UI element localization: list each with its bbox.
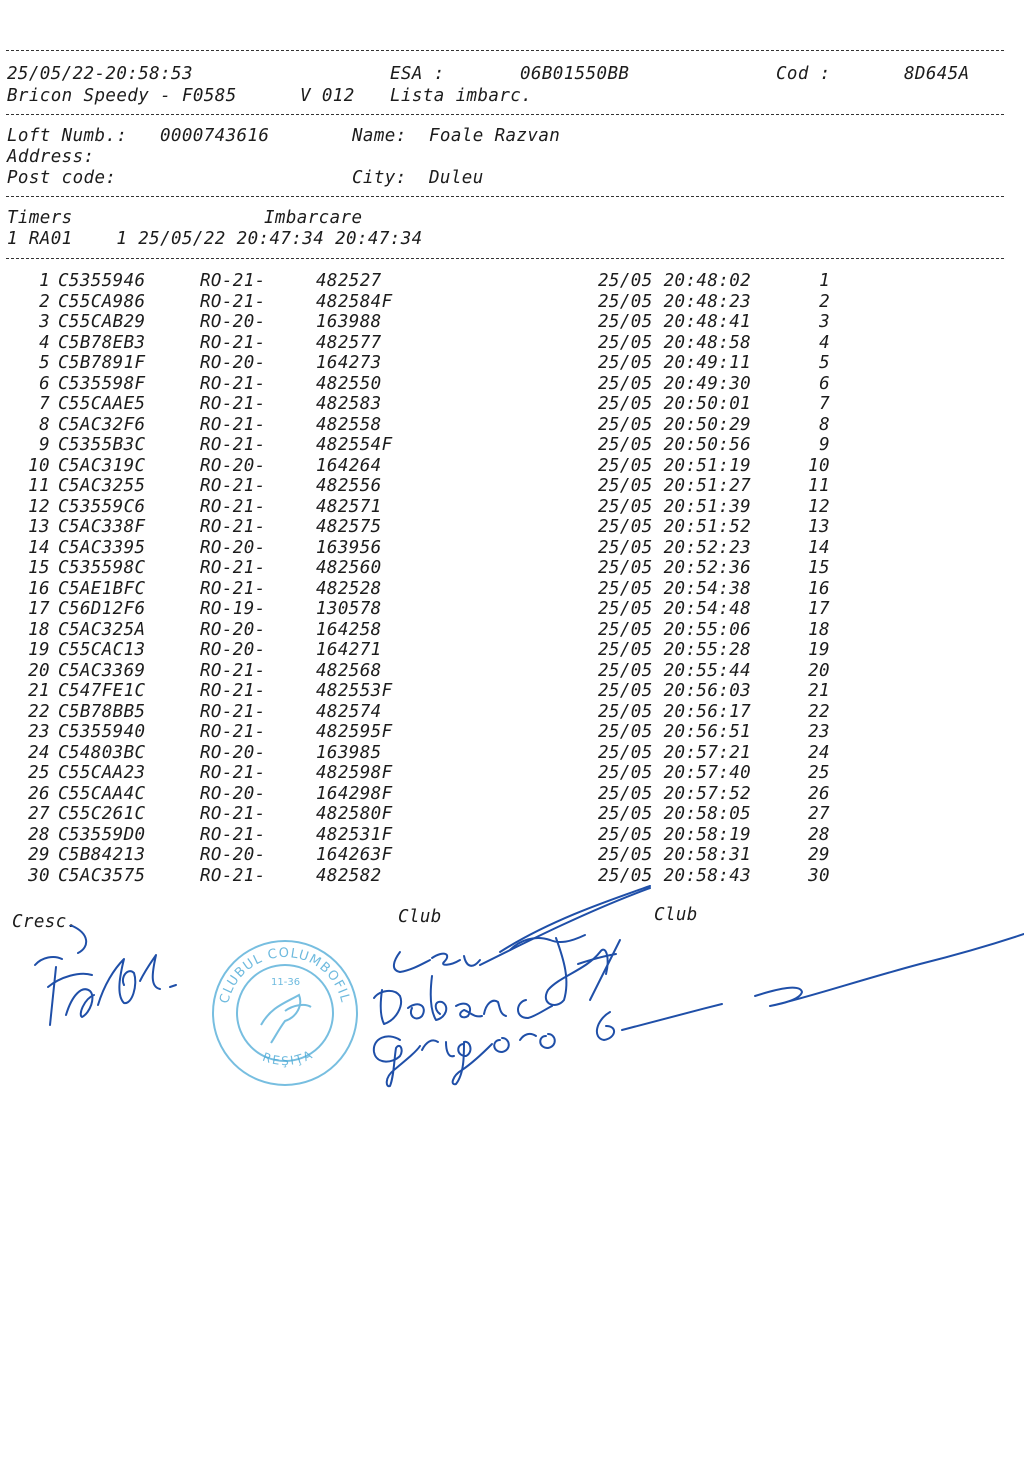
row-number: 2: [39, 291, 50, 312]
ring-prefix: RO-21-: [200, 476, 266, 496]
arrival-time: 25/05 20:50:29: [598, 414, 752, 435]
arrival-index: 19: [808, 640, 830, 660]
city-label: City:: [352, 168, 407, 188]
table-row: [0, 804, 1024, 824]
arrival-index: 3: [819, 312, 830, 332]
ring-prefix: RO-20-: [200, 312, 266, 332]
arrival-time: 25/05 20:51:19: [598, 455, 752, 476]
table-row: [0, 845, 1024, 865]
ring-prefix: RO-21-: [200, 332, 266, 353]
ring-prefix: RO-20-: [200, 353, 266, 373]
arrival-index: 9: [819, 435, 830, 455]
ring-number: 482584F: [316, 291, 393, 312]
fancier-divider: [6, 196, 1004, 197]
table-row: [0, 784, 1024, 804]
club-label-1: Club: [398, 907, 442, 927]
stamp-code: 11-36: [271, 977, 301, 988]
arrival-index: 6: [819, 373, 830, 394]
ring-number: 482553F: [316, 681, 393, 701]
arrival-index: 24: [808, 742, 830, 763]
arrival-index: 18: [808, 619, 830, 640]
ring-prefix: RO-21-: [200, 394, 266, 414]
arrival-index: 4: [819, 332, 830, 353]
cod-label: Cod :: [776, 64, 831, 84]
chip-id: C55CAA23: [58, 763, 146, 783]
club-label-2: Club: [654, 905, 698, 925]
arrival-time: 25/05 20:57:40: [598, 763, 752, 783]
ring-number: 482560: [316, 558, 382, 578]
svg-text:REŞIŢA: [261, 1047, 316, 1068]
ring-prefix: RO-21-: [200, 660, 266, 681]
list-title: Lista imbarc.: [390, 86, 533, 106]
ring-number: 482554F: [316, 435, 393, 455]
timers-divider: [6, 258, 1004, 259]
ring-prefix: RO-21-: [200, 681, 266, 701]
loft-label: Loft Numb.:: [7, 126, 128, 146]
arrival-index: 1: [819, 271, 830, 291]
ring-prefix: RO-21-: [200, 763, 266, 783]
esa-label: ESA :: [390, 64, 445, 84]
row-number: 22: [28, 701, 50, 722]
row-number: 18: [28, 619, 50, 640]
ring-prefix: RO-21-: [200, 865, 266, 886]
row-number: 3: [39, 312, 50, 332]
cod-value: 8D645A: [904, 64, 970, 84]
arrival-time: 25/05 20:57:21: [598, 742, 752, 763]
row-number: 11: [28, 476, 50, 496]
row-number: 17: [28, 599, 50, 619]
arrival-time: 25/05 20:52:36: [598, 558, 752, 578]
arrival-time: 25/05 20:51:27: [598, 476, 752, 496]
ring-prefix: RO-20-: [200, 783, 266, 804]
chip-id: C547FE1C: [58, 681, 146, 701]
table-row: [0, 497, 1024, 517]
arrival-time: 25/05 20:52:23: [598, 537, 752, 558]
arrival-index: 11: [808, 476, 830, 496]
arrival-index: 5: [819, 353, 830, 373]
ring-number: 164263F: [316, 845, 393, 865]
ring-prefix: RO-21-: [200, 435, 266, 455]
table-row: [0, 640, 1024, 660]
ring-number: 482531F: [316, 824, 393, 845]
arrival-index: 27: [808, 804, 830, 824]
table-row: [0, 599, 1024, 619]
arrival-index: 26: [808, 783, 830, 804]
chip-id: C55C261C: [58, 804, 146, 824]
ring-prefix: RO-20-: [200, 455, 266, 476]
ring-number: 164273: [316, 353, 382, 373]
chip-id: C54803BC: [58, 742, 146, 763]
arrival-time: 25/05 20:58:19: [598, 824, 752, 845]
table-row: [0, 292, 1024, 312]
arrival-time: 25/05 20:55:06: [598, 619, 752, 640]
table-row: [0, 394, 1024, 414]
arrival-time: 25/05 20:55:44: [598, 660, 752, 681]
ring-prefix: RO-21-: [200, 373, 266, 394]
imbarcare-label: Imbarcare: [264, 208, 363, 228]
ring-prefix: RO-21-: [200, 722, 266, 742]
table-row: [0, 538, 1024, 558]
table-row: [0, 415, 1024, 435]
chip-id: C53559C6: [58, 496, 146, 517]
arrival-time: 25/05 20:51:52: [598, 517, 752, 537]
table-row: [0, 456, 1024, 476]
row-number: 4: [39, 332, 50, 353]
ring-prefix: RO-21-: [200, 558, 266, 578]
arrival-index: 30: [808, 865, 830, 886]
ring-prefix: RO-20-: [200, 537, 266, 558]
arrival-index: 15: [808, 558, 830, 578]
row-number: 15: [28, 558, 50, 578]
arrival-time: 25/05 20:58:05: [598, 804, 752, 824]
ring-prefix: RO-19-: [200, 599, 266, 619]
table-row: [0, 271, 1024, 291]
club-signatures: [360, 880, 1024, 1090]
ring-number: 482583: [316, 394, 382, 414]
arrival-time: 25/05 20:55:28: [598, 640, 752, 660]
chip-id: C5AC32F6: [58, 414, 146, 435]
row-number: 5: [39, 353, 50, 373]
ring-number: 482528: [316, 578, 382, 599]
ring-prefix: RO-20-: [200, 640, 266, 660]
ring-prefix: RO-21-: [200, 271, 266, 291]
ring-number: 164264: [316, 455, 382, 476]
ring-number: 482568: [316, 660, 382, 681]
chip-id: C55CAAE5: [58, 394, 146, 414]
row-number: 30: [28, 865, 50, 886]
arrival-index: 13: [808, 517, 830, 537]
chip-id: C5AC3369: [58, 660, 146, 681]
arrival-index: 22: [808, 701, 830, 722]
row-number: 26: [28, 783, 50, 804]
arrival-time: 25/05 20:50:01: [598, 394, 752, 414]
arrival-index: 10: [808, 455, 830, 476]
club-stamp: [205, 933, 365, 1093]
ring-number: 163988: [316, 312, 382, 332]
ring-prefix: RO-20-: [200, 845, 266, 865]
ring-number: 482595F: [316, 722, 393, 742]
arrival-time: 25/05 20:49:30: [598, 373, 752, 394]
ring-number: 164271: [316, 640, 382, 660]
chip-id: C5B78BB5: [58, 701, 146, 722]
cresc-label: Cresc.: [12, 912, 78, 932]
chip-id: C5355946: [58, 271, 146, 291]
row-number: 23: [28, 722, 50, 742]
row-number: 25: [28, 763, 50, 783]
table-row: [0, 722, 1024, 742]
table-row: [0, 702, 1024, 722]
arrival-index: 23: [808, 722, 830, 742]
arrival-time: 25/05 20:58:31: [598, 845, 752, 865]
table-row: [0, 825, 1024, 845]
timers-label: Timers: [7, 208, 73, 228]
chip-id: C5355B3C: [58, 435, 146, 455]
postcode-label: Post code:: [7, 168, 117, 188]
row-number: 9: [39, 435, 50, 455]
chip-id: C5B84213: [58, 845, 146, 865]
row-number: 13: [28, 517, 50, 537]
ring-prefix: RO-21-: [200, 701, 266, 722]
arrival-time: 25/05 20:58:43: [598, 865, 752, 886]
ring-prefix: RO-21-: [200, 291, 266, 312]
ring-number: 482598F: [316, 763, 393, 783]
row-number: 7: [39, 394, 50, 414]
arrival-index: 14: [808, 537, 830, 558]
table-row: [0, 579, 1024, 599]
stamp-text-top: CLUBUL COLUMBOFIL: [217, 945, 353, 1006]
row-number: 6: [39, 373, 50, 394]
ring-number: 163956: [316, 537, 382, 558]
arrival-time: 25/05 20:54:48: [598, 599, 752, 619]
arrival-time: 25/05 20:51:39: [598, 496, 752, 517]
chip-id: C55CAB29: [58, 312, 146, 332]
arrival-time: 25/05 20:56:03: [598, 681, 752, 701]
arrival-index: 12: [808, 496, 830, 517]
chip-id: C5AC319C: [58, 455, 146, 476]
arrival-index: 17: [808, 599, 830, 619]
table-row: [0, 476, 1024, 496]
top-divider: [6, 50, 1004, 51]
table-row: [0, 681, 1024, 701]
arrival-index: 21: [808, 681, 830, 701]
arrival-time: 25/05 20:48:23: [598, 291, 752, 312]
name-label: Name:: [352, 126, 407, 146]
row-number: 20: [28, 660, 50, 681]
ring-prefix: RO-21-: [200, 578, 266, 599]
table-row: [0, 743, 1024, 763]
chip-id: C5AC338F: [58, 517, 146, 537]
chip-id: C5B78EB3: [58, 332, 146, 353]
row-number: 1: [39, 271, 50, 291]
fancier-signature: [20, 925, 200, 1035]
table-row: [0, 374, 1024, 394]
table-row: [0, 353, 1024, 373]
ring-number: 163985: [316, 742, 382, 763]
row-number: 19: [28, 640, 50, 660]
row-number: 14: [28, 537, 50, 558]
loft-number: 0000743616: [160, 126, 270, 146]
table-row: [0, 517, 1024, 537]
arrival-time: 25/05 20:48:41: [598, 312, 752, 332]
stamp-text-bottom: REŞIŢA: [260, 1047, 316, 1069]
chip-id: C53559D0: [58, 824, 146, 845]
ring-prefix: RO-21-: [200, 414, 266, 435]
svg-text:CLUBUL COLUMBOFIL: [217, 946, 352, 1005]
city-value: Duleu: [429, 168, 484, 188]
address-label: Address:: [7, 147, 95, 167]
row-number: 16: [28, 578, 50, 599]
arrival-index: 29: [808, 845, 830, 865]
arrival-index: 28: [808, 824, 830, 845]
ring-number: 482558: [316, 414, 382, 435]
table-row: [0, 558, 1024, 578]
header-divider: [6, 114, 1004, 115]
device-name: Bricon Speedy - F0585: [7, 86, 237, 106]
fancier-name: Foale Razvan: [429, 126, 561, 146]
print-datetime: 25/05/22-20:58:53: [7, 64, 193, 84]
table-row: [0, 333, 1024, 353]
ring-number: 482556: [316, 476, 382, 496]
device-version: V 012: [300, 86, 355, 106]
chip-id: C5AC3395: [58, 537, 146, 558]
row-number: 29: [28, 845, 50, 865]
chip-id: C5AC3255: [58, 476, 146, 496]
chip-id: C535598C: [58, 558, 146, 578]
ring-number: 482582: [316, 865, 382, 886]
arrival-time: 25/05 20:54:38: [598, 578, 752, 599]
chip-id: C5AC3575: [58, 865, 146, 886]
ring-number: 482574: [316, 701, 382, 722]
ring-number: 482527: [316, 271, 382, 291]
arrival-time: 25/05 20:56:51: [598, 722, 752, 742]
ring-prefix: RO-21-: [200, 517, 266, 537]
arrival-time: 25/05 20:57:52: [598, 783, 752, 804]
timer-line: 1 RA01 1 25/05/22 20:47:34 20:47:34: [7, 229, 423, 249]
arrival-index: 20: [808, 660, 830, 681]
chip-id: C5AE1BFC: [58, 578, 146, 599]
row-number: 12: [28, 496, 50, 517]
arrival-time: 25/05 20:48:02: [598, 271, 752, 291]
row-number: 21: [28, 681, 50, 701]
ring-prefix: RO-21-: [200, 804, 266, 824]
ring-prefix: RO-21-: [200, 496, 266, 517]
ring-number: 482550: [316, 373, 382, 394]
chip-id: C535598F: [58, 373, 146, 394]
arrival-index: 25: [808, 763, 830, 783]
arrival-time: 25/05 20:50:56: [598, 435, 752, 455]
row-number: 28: [28, 824, 50, 845]
arrival-time: 25/05 20:48:58: [598, 332, 752, 353]
arrival-index: 2: [819, 291, 830, 312]
chip-id: C55CAC13: [58, 640, 146, 660]
chip-id: C5355940: [58, 722, 146, 742]
ring-number: 164258: [316, 619, 382, 640]
chip-id: C5B7891F: [58, 353, 146, 373]
arrival-time: 25/05 20:49:11: [598, 353, 752, 373]
ring-number: 482571: [316, 496, 382, 517]
chip-id: C55CAA4C: [58, 783, 146, 804]
table-row: [0, 763, 1024, 783]
arrival-index: 8: [819, 414, 830, 435]
ring-number: 164298F: [316, 783, 393, 804]
ring-number: 130578: [316, 599, 382, 619]
row-number: 24: [28, 742, 50, 763]
ring-number: 482575: [316, 517, 382, 537]
esa-value: 06B01550BB: [520, 64, 630, 84]
chip-id: C55CA986: [58, 291, 146, 312]
ring-prefix: RO-21-: [200, 824, 266, 845]
row-number: 8: [39, 414, 50, 435]
ring-number: 482577: [316, 332, 382, 353]
table-row: [0, 435, 1024, 455]
table-row: [0, 620, 1024, 640]
arrival-index: 7: [819, 394, 830, 414]
row-number: 10: [28, 455, 50, 476]
arrival-index: 16: [808, 578, 830, 599]
ring-prefix: RO-20-: [200, 742, 266, 763]
chip-id: C5AC325A: [58, 619, 146, 640]
table-row: [0, 661, 1024, 681]
ring-prefix: RO-20-: [200, 619, 266, 640]
table-row: [0, 312, 1024, 332]
arrival-time: 25/05 20:56:17: [598, 701, 752, 722]
ring-number: 482580F: [316, 804, 393, 824]
chip-id: C56D12F6: [58, 599, 146, 619]
row-number: 27: [28, 804, 50, 824]
